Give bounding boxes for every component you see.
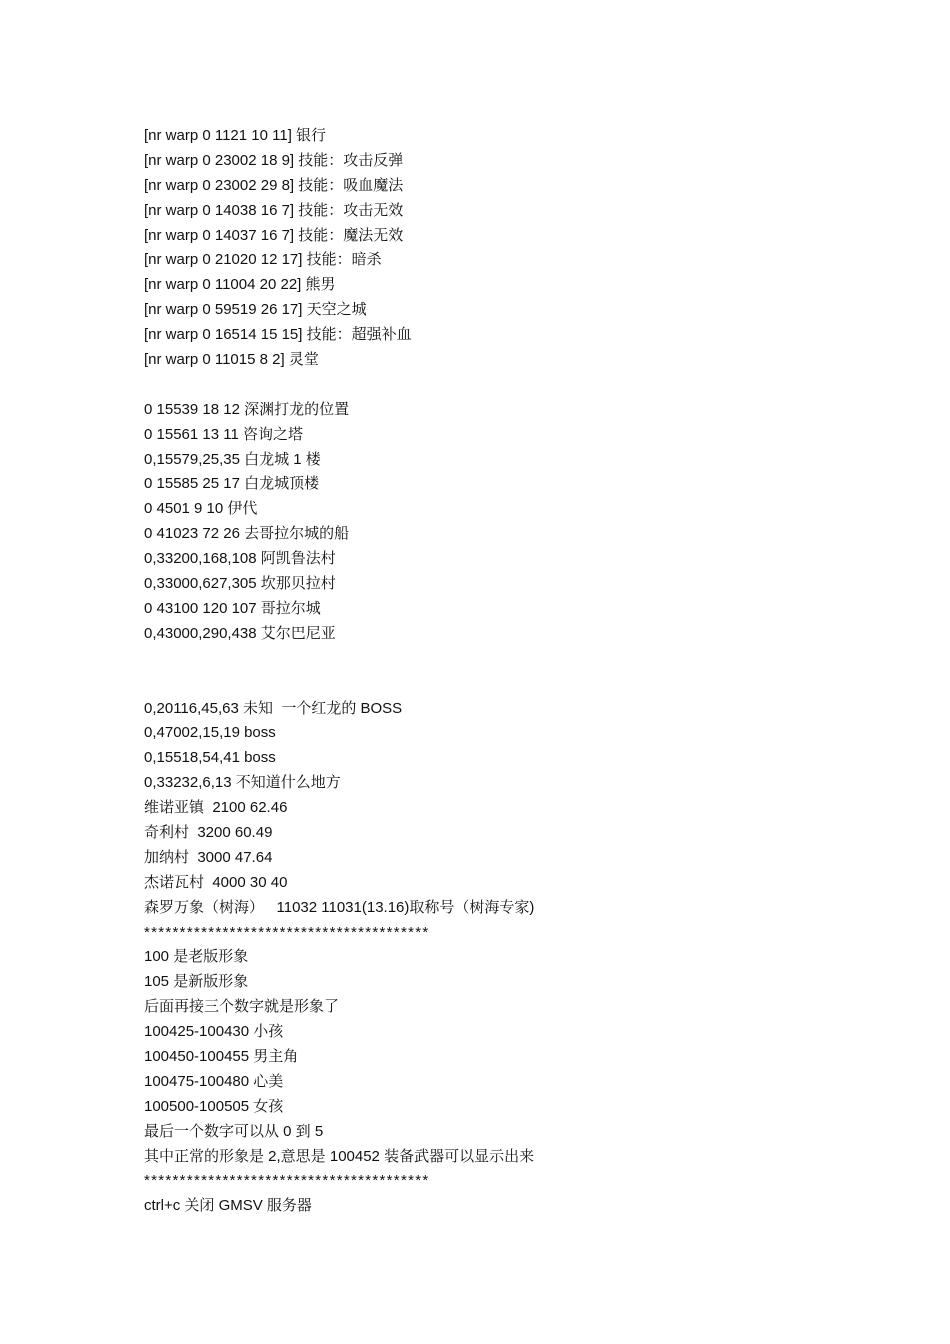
locations-section (144, 398, 904, 647)
text-line: [nr warp 0 23002 29 8] 技能：吸血魔法 (144, 176, 404, 194)
text-line: 其中正常的形象是 2,意思是 100452 装备武器可以显示出来 (144, 1147, 535, 1165)
text-line: 0,15518,54,41 boss (144, 749, 276, 767)
blank-lines (144, 647, 904, 697)
text-line: 杰诺瓦村 4000 30 40 (144, 873, 288, 891)
text-line: 100500-100505 女孩 (144, 1097, 284, 1115)
text-line: 0 41023 72 26 去哥拉尔城的船 (144, 525, 350, 543)
text-line: 0 15585 25 17 白龙城顶楼 (144, 475, 320, 493)
text-line: [nr warp 0 21020 12 17] 技能：暗杀 (144, 251, 382, 269)
text-line: 奇利村 3200 60.49 (144, 823, 273, 841)
text-line: 后面再接三个数字就是形象了 (144, 998, 340, 1016)
text-line: [nr warp 0 16514 15 15] 技能：超强补血 (144, 326, 412, 344)
text-line: 0,33200,168,108 阿凯鲁法村 (144, 550, 336, 568)
text-line: [nr warp 0 11004 20 22] 熊男 (144, 276, 336, 294)
warp-commands-section (144, 124, 904, 373)
text-line: 加纳村 3000 47.64 (144, 848, 273, 866)
text-line: 最后一个数字可以从 0 到 5 (144, 1122, 324, 1140)
text-line: 0,43000,290,438 艾尔巴尼亚 (144, 624, 336, 642)
separator-line: **************************************** (144, 923, 430, 941)
appearance-section (144, 945, 904, 1169)
footer-text-line: ctrl+c 关闭 GMSV 服务器 (144, 1197, 312, 1215)
misc-section (144, 697, 904, 921)
text-line: [nr warp 0 23002 18 9] 技能：攻击反弹 (144, 151, 404, 169)
text-line: [nr warp 0 14037 16 7] 技能：魔法无效 (144, 226, 404, 244)
text-line: 100425-100430 小孩 (144, 1023, 284, 1041)
text-line: 0 15561 13 11 咨询之塔 (144, 425, 303, 443)
text-line: 0,20116,45,63 未知 一个红龙的 BOSS (144, 699, 403, 717)
blank-line (144, 373, 904, 398)
text-line: 0,47002,15,19 boss (144, 724, 276, 742)
text-line: [nr warp 0 59519 26 17] 天空之城 (144, 301, 367, 319)
text-line: 100450-100455 男主角 (144, 1047, 299, 1065)
text-line: 0 4501 9 10 伊代 (144, 500, 258, 518)
text-line: 维诺亚镇 2100 62.46 (144, 799, 288, 817)
text-line: 0,33232,6,13 不知道什么地方 (144, 774, 341, 792)
text-line: 森罗万象（树海） 11032 11031(13.16)取称号（树海专家) (144, 898, 535, 916)
text-line: 105 是新版形象 (144, 973, 249, 991)
text-line: 100 是老版形象 (144, 948, 249, 966)
separator-line: **************************************** (144, 1172, 430, 1190)
document-body (144, 124, 904, 1219)
text-line: 0,15579,25,35 白龙城 1 楼 (144, 450, 321, 468)
text-line: [nr warp 0 1121 10 11] 银行 (144, 127, 327, 144)
text-line: 0 15539 18 12 深渊打龙的位置 (144, 400, 350, 418)
text-line: [nr warp 0 14038 16 7] 技能：攻击无效 (144, 201, 404, 219)
text-line: 0,33000,627,305 坎那贝拉村 (144, 575, 336, 593)
text-line: [nr warp 0 11015 8 2] 灵堂 (144, 351, 319, 369)
text-line: 0 43100 120 107 哥拉尔城 (144, 599, 321, 617)
text-line: 100475-100480 心美 (144, 1072, 284, 1090)
